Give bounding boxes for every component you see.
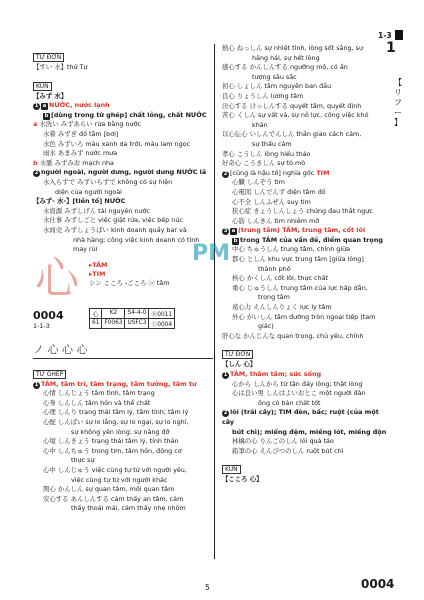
example-line: 心電図 しんでんず điện tâm đồ xyxy=(232,187,326,196)
example-line: thấy thoải mái, cảm thấy nhẹ nhõm xyxy=(71,504,186,513)
divider-line xyxy=(33,358,213,359)
example-line xyxy=(33,120,213,130)
example-line: 関心 かんしん sự quan tâm, mối quan tâm xyxy=(43,485,175,494)
example-line: 都心 としん khu vực trung tâm [giữa lòng] xyxy=(232,255,364,264)
example-line: 林檎の心 りんごのしん lõi quả táo xyxy=(232,437,334,446)
section-tag: KUN xyxy=(222,465,241,474)
sense-number-icon: 1 xyxy=(34,381,39,388)
example-line: 心は良い男 しんはよいおとこ một người đàn xyxy=(232,389,366,398)
kanji-reading: シン こころ -ごころ ⓐ tâm xyxy=(89,278,170,287)
side-index-char: ー xyxy=(394,108,402,117)
entry-info xyxy=(33,309,213,337)
sense-letter-icon: a xyxy=(42,103,47,110)
kanji-meaning: ▸TIM xyxy=(89,269,106,278)
entry-head: 【みず- 水-】[tiền tố] NƯỚC xyxy=(33,197,126,206)
example-line: giác) xyxy=(258,322,274,331)
sense-number-icon: 2 xyxy=(34,170,39,177)
section-tag: TỪ GHÉP xyxy=(33,370,66,379)
sense-line xyxy=(33,111,213,121)
sense-line xyxy=(33,101,213,111)
grid-cell: Ⓛ0004 xyxy=(149,318,175,328)
right-column xyxy=(222,44,390,485)
example-line: 心配 しんぱい sự lo lắng, sự lo ngại, sự lo nghĩ, xyxy=(43,418,189,427)
example-text: 水洗い みずあらい rửa bằng nước xyxy=(39,120,141,129)
example-line: 外心 がいしん tâm đường tròn ngoại tiếp (tam xyxy=(232,312,376,321)
example-line: 水資源 みずしげん tài nguyên nước xyxy=(43,206,150,215)
side-index-char: フ xyxy=(394,98,402,107)
watermark-logo: PM xyxy=(191,241,231,266)
example-line: nhà hàng; công việc kinh doanh có tính xyxy=(73,235,200,244)
side-index xyxy=(392,78,404,128)
sense-text: [cũng là hậu tố] nghĩa gốc xyxy=(230,168,315,177)
example-line: 肝心な かんじんな quan trọng, chủ yếu, chính xyxy=(222,331,364,340)
example-line: khăn xyxy=(252,120,268,129)
page-number: 5 xyxy=(205,583,210,592)
sense-text: TÂM, thâm tâm; sức sống xyxy=(230,370,322,378)
column-divider xyxy=(214,44,215,559)
sense-text: NƯỚC, nước lạnh xyxy=(49,101,110,110)
example-line: 決心する けっしんする quyết tâm, quyết định xyxy=(222,101,362,110)
grid-cell: S4-4-0 xyxy=(125,308,149,318)
example-line: 感心する かんしんする ngưỡng mộ, có ấn xyxy=(222,63,348,72)
example-line: 心臓 しんぞう tim xyxy=(232,178,285,187)
example-line: 安心する あんしんする cảm thấy an tâm, cảm xyxy=(43,494,184,503)
sense-text: [dùng trong từ ghép] chất lỏng, chất NƯỚC xyxy=(51,110,207,119)
sense-letter-icon: b xyxy=(44,112,49,119)
example-line: 良心 りょうしん lương tâm xyxy=(222,91,304,100)
example-line: 水入らずで みずいらずで không có sự hiện xyxy=(43,177,173,186)
example-line: 遠心力 えんしんりょく lực ly tâm xyxy=(232,303,332,312)
example-line: sự thấu cảm xyxy=(252,139,292,148)
example-line: sự không yên lòng; sự nâng đỡ xyxy=(71,427,170,436)
entry-head: 【こころ 心】 xyxy=(222,475,263,484)
example-line: trọng tâm xyxy=(258,293,290,302)
grid-cell: 心 xyxy=(90,308,102,318)
example-line: 心から しんから từ tận đáy lòng; thật lòng xyxy=(232,379,363,388)
sense-number-icon: 1 xyxy=(34,103,39,110)
section-marker xyxy=(395,30,403,40)
section-label: 1-3 xyxy=(378,31,392,40)
entry-head: 【しん 心】 xyxy=(222,360,257,369)
example-line: 水色 みずいろ màu xanh da trời, màu lam ngọc xyxy=(43,139,191,148)
sense-text: người ngoài, người dưng, người dưng NƯỚC lã xyxy=(41,168,207,177)
sense-number-icon: 3 xyxy=(223,228,228,235)
example-line: thành phố xyxy=(258,264,291,273)
example-line: hăng hái, sự hết lòng xyxy=(252,53,320,62)
example-line: 心不全 しんふぜん suy tim xyxy=(232,197,311,206)
sense-letter-icon: b xyxy=(233,237,238,244)
grid-cell: 61 xyxy=(90,318,102,328)
grid-cell: USFC3 xyxy=(125,318,149,328)
entry-code: 1-1-3 xyxy=(33,321,50,330)
example-line: thực sự xyxy=(71,456,95,465)
bullet-b-icon: b xyxy=(33,158,40,167)
example-line: 心中 しんちゅう trong tim, tâm hồn, động cơ xyxy=(43,446,182,455)
example-line xyxy=(33,159,213,169)
sense-text: trong TÂM của vấn đề, điểm quan trọng xyxy=(240,235,383,244)
example-line: 孝心 こうしん lòng hiếu thảo xyxy=(222,149,311,158)
example-line: 核心 かくしん cốt lõi, thực chất xyxy=(232,274,329,283)
example-line: 重心 じゅうしん trung tâm của lực hấp dẫn, xyxy=(232,283,368,292)
sense-text: TIM xyxy=(316,168,330,177)
example-line: việc cùng tự tử với người khác xyxy=(71,475,168,484)
example-line: 以心伝心 いしんでんしん thần giao cách cảm, xyxy=(222,130,362,139)
sense-number-icon: 2 xyxy=(223,170,228,177)
entry-head: 【みず 水】 xyxy=(33,91,68,100)
entry-number: 0004 xyxy=(33,308,64,322)
sense-line: bút chì); miếng đệm, miếng lót, miếng độn xyxy=(232,427,387,436)
example-line: 熱心 ねっしん sự nhiệt tình, lòng sốt sắng, sự xyxy=(222,44,364,52)
side-index-char: 】 xyxy=(394,118,402,127)
sense-text: TÂM, tâm trí, tâm trạng, tâm tưởng, tâm tư xyxy=(41,379,197,388)
example-line: ông có bản chất tốt xyxy=(258,398,321,407)
grid-cell: Ⓚ0011 xyxy=(149,308,175,318)
stroke-order: ノ 心 心 心 xyxy=(33,342,88,356)
section-tag: KUN xyxy=(33,82,52,91)
sense-number-icon: 1 xyxy=(223,372,228,378)
sense-number-icon: 2 xyxy=(223,410,228,417)
example-line: 心身 しんしん tâm hồn và thể chất xyxy=(43,398,151,407)
grid-cell: K2 xyxy=(102,308,125,318)
footer-entry-number: 0004 xyxy=(361,577,395,591)
entry-line: 【すい 水】thứ Tư xyxy=(33,63,88,71)
sense-line xyxy=(222,370,390,380)
example-line: diện của người ngoài xyxy=(55,187,122,196)
section-tag: TỪ ĐƠN xyxy=(222,350,253,359)
kanji-info-grid xyxy=(89,308,175,329)
example-line: 水商売 みずしょうばい kinh doanh quầy bar và xyxy=(43,225,187,234)
example-line: 鉛筆の心 えんぴつのしん ruột bút chì xyxy=(232,446,344,455)
sense-letter-icon: a xyxy=(231,228,236,235)
example-line: may rủi xyxy=(73,245,98,254)
sense-line xyxy=(33,168,213,178)
example-line: 中心 ちゅうしん trung tâm, chính giữa xyxy=(232,245,351,254)
example-line: 心中 しんじゅう việc cùng tự tử với người yêu, xyxy=(43,466,187,475)
sense-line xyxy=(222,226,390,236)
section-tag: TỪ ĐƠN xyxy=(33,53,64,62)
example-line: 好奇心 こうきしん sự tò mò xyxy=(222,159,306,168)
example-line: 心筋 しんきん tim nhiễm mỡ xyxy=(232,216,320,225)
sense-text: lõi (trái cây); TIM đèn, bấc; ruột (của một cây xyxy=(222,408,379,426)
kanji-meanings xyxy=(89,261,169,288)
side-index-char: 【 xyxy=(394,78,402,87)
example-text: 水脈 みずみお mạch nha xyxy=(39,158,114,167)
example-line: 水仕事 みずしごと việc giặt rửa, việc bếp núc xyxy=(43,216,183,225)
bullet-a-icon: a xyxy=(33,120,40,129)
example-line: 初心 しょしん tâm nguyên ban đầu xyxy=(222,82,332,91)
sense-line xyxy=(222,169,390,179)
example-line: 心情 しんじょう tâm tình, tâm trạng xyxy=(43,389,155,398)
sense-text: (trung tâm) TÂM, trung tâm, cốt lõi xyxy=(238,226,366,235)
volume-number: 1 xyxy=(386,40,396,56)
example-line: 苦心 くしん sự vất vả, sự nỗ lực, công việc khó xyxy=(222,111,369,120)
example-line: 心境 しんきょう trạng thái tâm lý, tính thần xyxy=(43,437,179,446)
sense-line xyxy=(222,408,390,427)
sense-line xyxy=(33,380,213,390)
example-line: 水着 みずぎ đồ tắm [bơi] xyxy=(43,129,119,138)
kanji-meaning: ▸TÂM xyxy=(89,260,108,269)
example-line: 心理 しんり trạng thái tâm lý, tâm tính; tâm lý xyxy=(43,408,189,417)
grid-cell: F0063 xyxy=(102,318,125,328)
example-line: 狭心症 きょうしんしょう chứng đau thắt ngực xyxy=(232,207,373,216)
example-line: 雨水 あまみず nước mưa xyxy=(43,149,118,158)
side-index-char: リ xyxy=(394,88,402,97)
kanji-glyph: 心 xyxy=(35,252,79,304)
example-line: tượng sâu sắc xyxy=(252,72,297,81)
